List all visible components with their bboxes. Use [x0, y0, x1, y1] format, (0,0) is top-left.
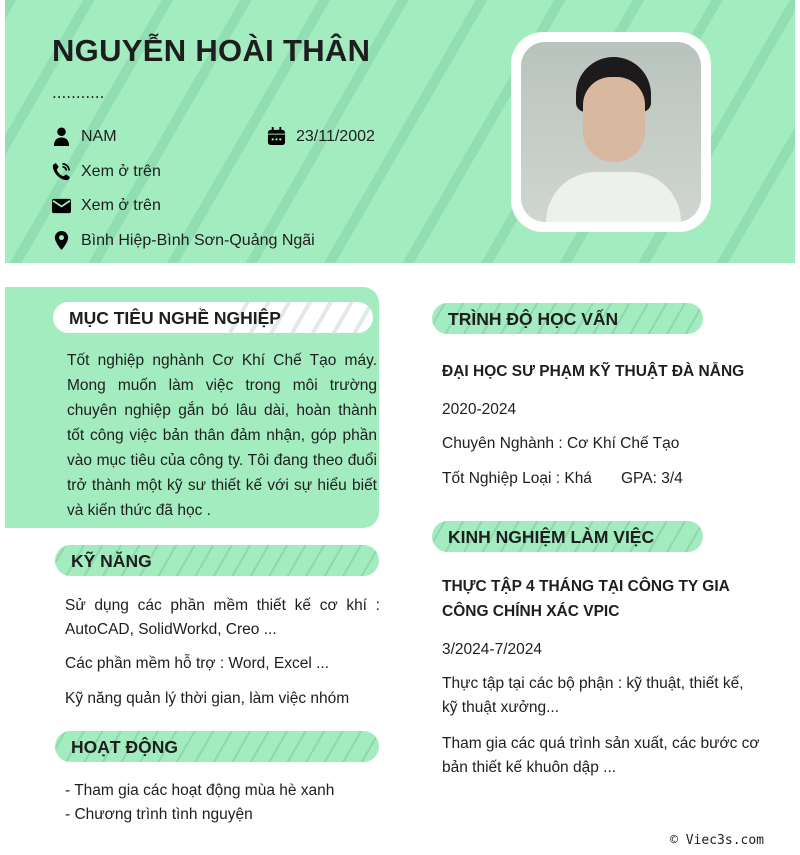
- gender: NAM: [52, 127, 117, 146]
- school-name: ĐẠI HỌC SƯ PHẠM KỸ THUẬT ĐÀ NẴNG: [442, 363, 745, 380]
- dob: 23/11/2002: [267, 127, 375, 146]
- job-duty: Tham gia các quá trình sản xuất, các bước cơ bản thiết kế khuôn dập ...: [442, 735, 760, 776]
- candidate-name: NGUYỄN HOÀI THÂN: [52, 33, 371, 68]
- grade: Tốt Nghiệp Loại : Khá: [442, 470, 592, 487]
- skills-heading: KỸ NĂNG: [55, 545, 379, 576]
- education-period: 2020-2024: [442, 401, 517, 418]
- job-duty: Thực tập tại các bộ phận : kỹ thuật, thiết kế, kỹ thuật xưởng...: [442, 675, 744, 716]
- activities-heading: HOẠT ĐỘNG: [55, 731, 379, 762]
- job-period: 3/2024-7/2024: [442, 641, 542, 658]
- email: Xem ở trên: [52, 196, 161, 215]
- objective-text: Tốt nghiệp nghành Cơ Khí Chế Tạo máy. Mong muốn làm việc trong môi trường chuyên nghiệp gắn bó lâu dài, hoàn thành tốt công việc bản thân đảm nhận, góp phần vào mục tiêu của công ty. Tôi đang theo đuổi trở thành một kỹ sư thiết kế với sự hiểu biết và kiến thức đã học .: [67, 352, 377, 519]
- address: Bình Hiệp-Bình Sơn-Quảng Ngãi: [52, 231, 315, 250]
- profile-photo: [511, 32, 711, 232]
- major: Chuyên Nghành : Cơ Khí Chế Tạo: [442, 435, 680, 452]
- user-icon: [52, 127, 71, 146]
- phone: Xem ở trên: [52, 162, 161, 181]
- activity-item: - Tham gia các hoạt động mùa hè xanh: [65, 782, 335, 799]
- phone-icon: [52, 162, 71, 181]
- skill-item: Các phần mềm hỗ trợ : Word, Excel ...: [65, 655, 329, 672]
- gpa: GPA: 3/4: [621, 470, 683, 487]
- skill-item: Kỹ năng quản lý thời gian, làm việc nhóm: [65, 690, 350, 707]
- job-position: THỰC TẬP 4 THÁNG TẠI CÔNG TY GIA CÔNG CHÍNH XÁC VPIC: [442, 578, 730, 620]
- envelope-icon: [52, 196, 71, 215]
- calendar-icon: [267, 127, 286, 146]
- skill-item: Sử dụng các phần mềm thiết kế cơ khí : AutoCAD, SolidWorkd, Creo ...: [65, 597, 380, 638]
- subtitle: ...........: [52, 84, 105, 102]
- footer-credit: © Viec3s.com: [670, 833, 764, 848]
- activity-item: - Chương trình tình nguyện: [65, 806, 253, 823]
- education-heading: TRÌNH ĐỘ HỌC VẤN: [432, 303, 703, 334]
- objective-heading: MỤC TIÊU NGHỀ NGHIỆP: [53, 302, 373, 333]
- location-pin-icon: [52, 231, 71, 250]
- experience-heading: KINH NGHIỆM LÀM VIỆC: [432, 521, 703, 552]
